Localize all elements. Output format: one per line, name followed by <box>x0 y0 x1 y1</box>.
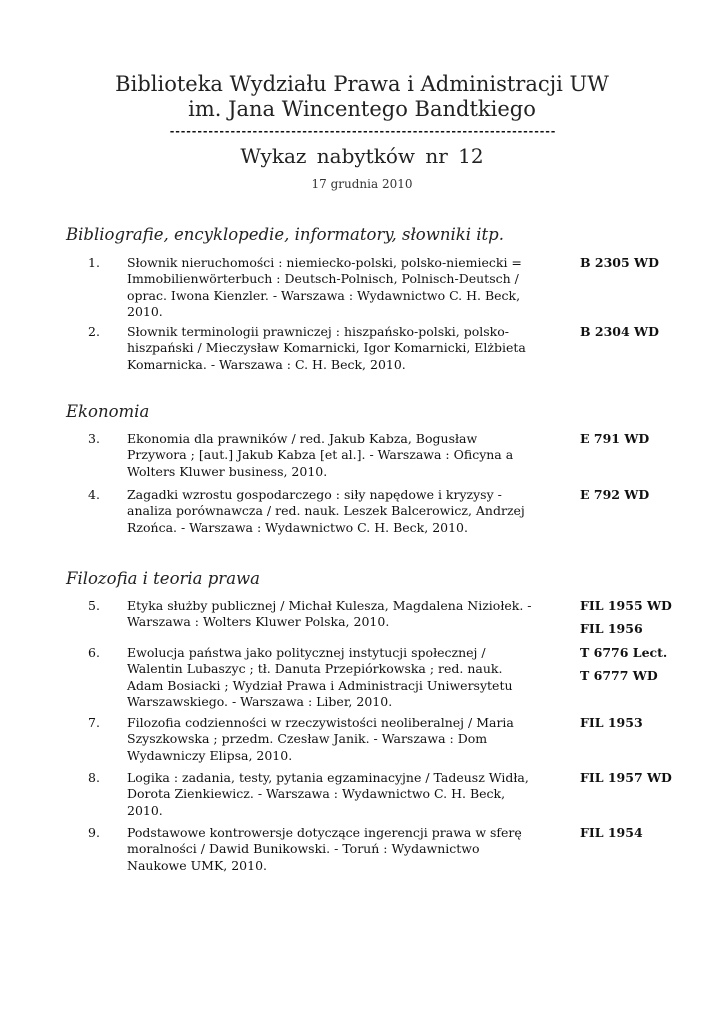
entry-description <box>127 770 547 819</box>
call-number <box>580 766 700 789</box>
signature: E 792 WD <box>580 487 650 502</box>
call-number <box>580 594 700 640</box>
entry-line: Warszawa : Wolters Kluwer Polska, 2010. <box>127 614 390 630</box>
call-number <box>580 821 700 844</box>
document-header <box>0 72 724 192</box>
entry-line: oprac. Iwona Kienzler. - Warszawa : Wydawnictwo C. H. Beck, <box>127 287 521 303</box>
entry-description <box>127 324 547 373</box>
entry-line: Ekonomia dla prawników / red. Jakub Kabza, Bogusław <box>127 431 478 446</box>
entry-number: 5. <box>88 598 100 613</box>
call-number <box>580 483 700 506</box>
library-patron: im. Jana Wincentego Bandtkiego <box>188 97 536 121</box>
entry-line: Przywora ; [aut.] Jakub Kabza [et al.]. - Warszawa : Oficyna a <box>127 447 514 463</box>
entry-line: Rzońca. - Warszawa : Wydawnictwo C. H. Beck, 2010. <box>127 519 468 535</box>
entry-line: 2010. <box>127 802 163 818</box>
signature: FIL 1956 <box>580 621 643 636</box>
entry-line: Słownik terminologii prawniczej : hiszpańsko-polski, polsko- <box>127 324 509 339</box>
entry-line: Walentin Lubaszyc ; tł. Danuta Przepiórkowska ; red. nauk. <box>127 661 503 677</box>
entry-number: 1. <box>88 255 100 270</box>
entry-line: Ewolucja państwa jako politycznej instytucji społecznej / <box>127 645 486 660</box>
entry-line: Filozofia codzienności w rzeczywistości neoliberalnej / Maria <box>127 715 514 730</box>
entry-number: 6. <box>88 645 100 660</box>
entry-line: Wydawniczy Elipsa, 2010. <box>127 747 293 763</box>
signature: FIL 1955 WD <box>580 598 672 613</box>
entry-number: 8. <box>88 770 100 785</box>
entry-line: Immobilienwörterbuch : Deutsch-Polnisch, Polnisch-Deutsch / <box>127 271 519 287</box>
signature: FIL 1957 WD <box>580 770 672 785</box>
entry-number: 3. <box>88 431 100 446</box>
entry-line: Dorota Zienkiewicz. - Warszawa : Wydawnictwo C. H. Beck, <box>127 786 506 802</box>
signature: E 791 WD <box>580 431 650 446</box>
signature: B 2304 WD <box>580 324 659 339</box>
call-number <box>580 251 700 274</box>
entry-line: Słownik nieruchomości : niemiecko-polski, polsko-niemiecki = <box>127 255 522 270</box>
entry-line: Adam Bosiacki ; Wydział Prawa i Administracji Uniwersytetu <box>127 677 513 693</box>
call-number <box>580 641 700 687</box>
section-title-bibliografie: Bibliografie, encyklopedie, informatory, słowniki itp. <box>66 225 504 244</box>
entry-number: 9. <box>88 825 100 840</box>
entry-line: Komarnicka. - Warszawa : C. H. Beck, 2010. <box>127 356 406 372</box>
entry-line: Warszawskiego. - Warszawa : Liber, 2010. <box>127 693 393 709</box>
entry-description <box>127 487 547 536</box>
entry-line: 2010. <box>127 303 163 319</box>
entry-line: Szyszkowska ; przedm. Czesław Janik. - Warszawa : Dom <box>127 731 488 747</box>
entry-description <box>127 431 547 480</box>
separator-line: ---------------------------------------------------------------------- <box>168 125 556 138</box>
signature: FIL 1954 <box>580 825 643 840</box>
signature: B 2305 WD <box>580 255 659 270</box>
entry-description <box>127 715 547 764</box>
document-date: 17 grudnia 2010 <box>311 177 413 191</box>
entry-description <box>127 825 547 874</box>
entry-number: 7. <box>88 715 100 730</box>
entry-line: Logika : zadania, testy, pytania egzaminacyjne / Tadeusz Widła, <box>127 770 529 785</box>
entry-line: hiszpański / Mieczysław Komarnicki, Igor Komarnicki, Elżbieta <box>127 340 526 356</box>
entry-description <box>127 255 547 320</box>
call-number <box>580 427 700 450</box>
entry-number: 2. <box>88 324 100 339</box>
library-name: Biblioteka Wydziału Prawa i Administracji UW <box>115 72 609 96</box>
entry-line: Zagadki wzrostu gospodarczego : siły napędowe i kryzysy - <box>127 487 502 502</box>
entry-line: Wolters Kluwer business, 2010. <box>127 463 328 479</box>
entry-line: analiza porównawcza / red. nauk. Leszek Balcerowicz, Andrzej <box>127 503 525 519</box>
entry-description <box>127 598 547 631</box>
entry-line: Naukowe UMK, 2010. <box>127 857 268 873</box>
document-title: Wykaz nabytków nr 12 <box>240 144 484 168</box>
entry-number: 4. <box>88 487 100 502</box>
entry-line: moralności / Dawid Bunikowski. - Toruń : Wydawnictwo <box>127 841 480 857</box>
section-title-ekonomia: Ekonomia <box>66 402 150 421</box>
signature: T 6777 WD <box>580 668 658 683</box>
call-number <box>580 711 700 734</box>
entry-description <box>127 645 547 710</box>
entry-line: Podstawowe kontrowersje dotyczące ingerencji prawa w sferę <box>127 825 522 840</box>
call-number <box>580 320 700 343</box>
signature: T 6776 Lect. <box>580 645 668 660</box>
signature: FIL 1953 <box>580 715 643 730</box>
section-title-filozofia: Filozofia i teoria prawa <box>66 569 260 588</box>
entry-line: Etyka służby publicznej / Michał Kulesza, Magdalena Niziołek. - <box>127 598 532 613</box>
